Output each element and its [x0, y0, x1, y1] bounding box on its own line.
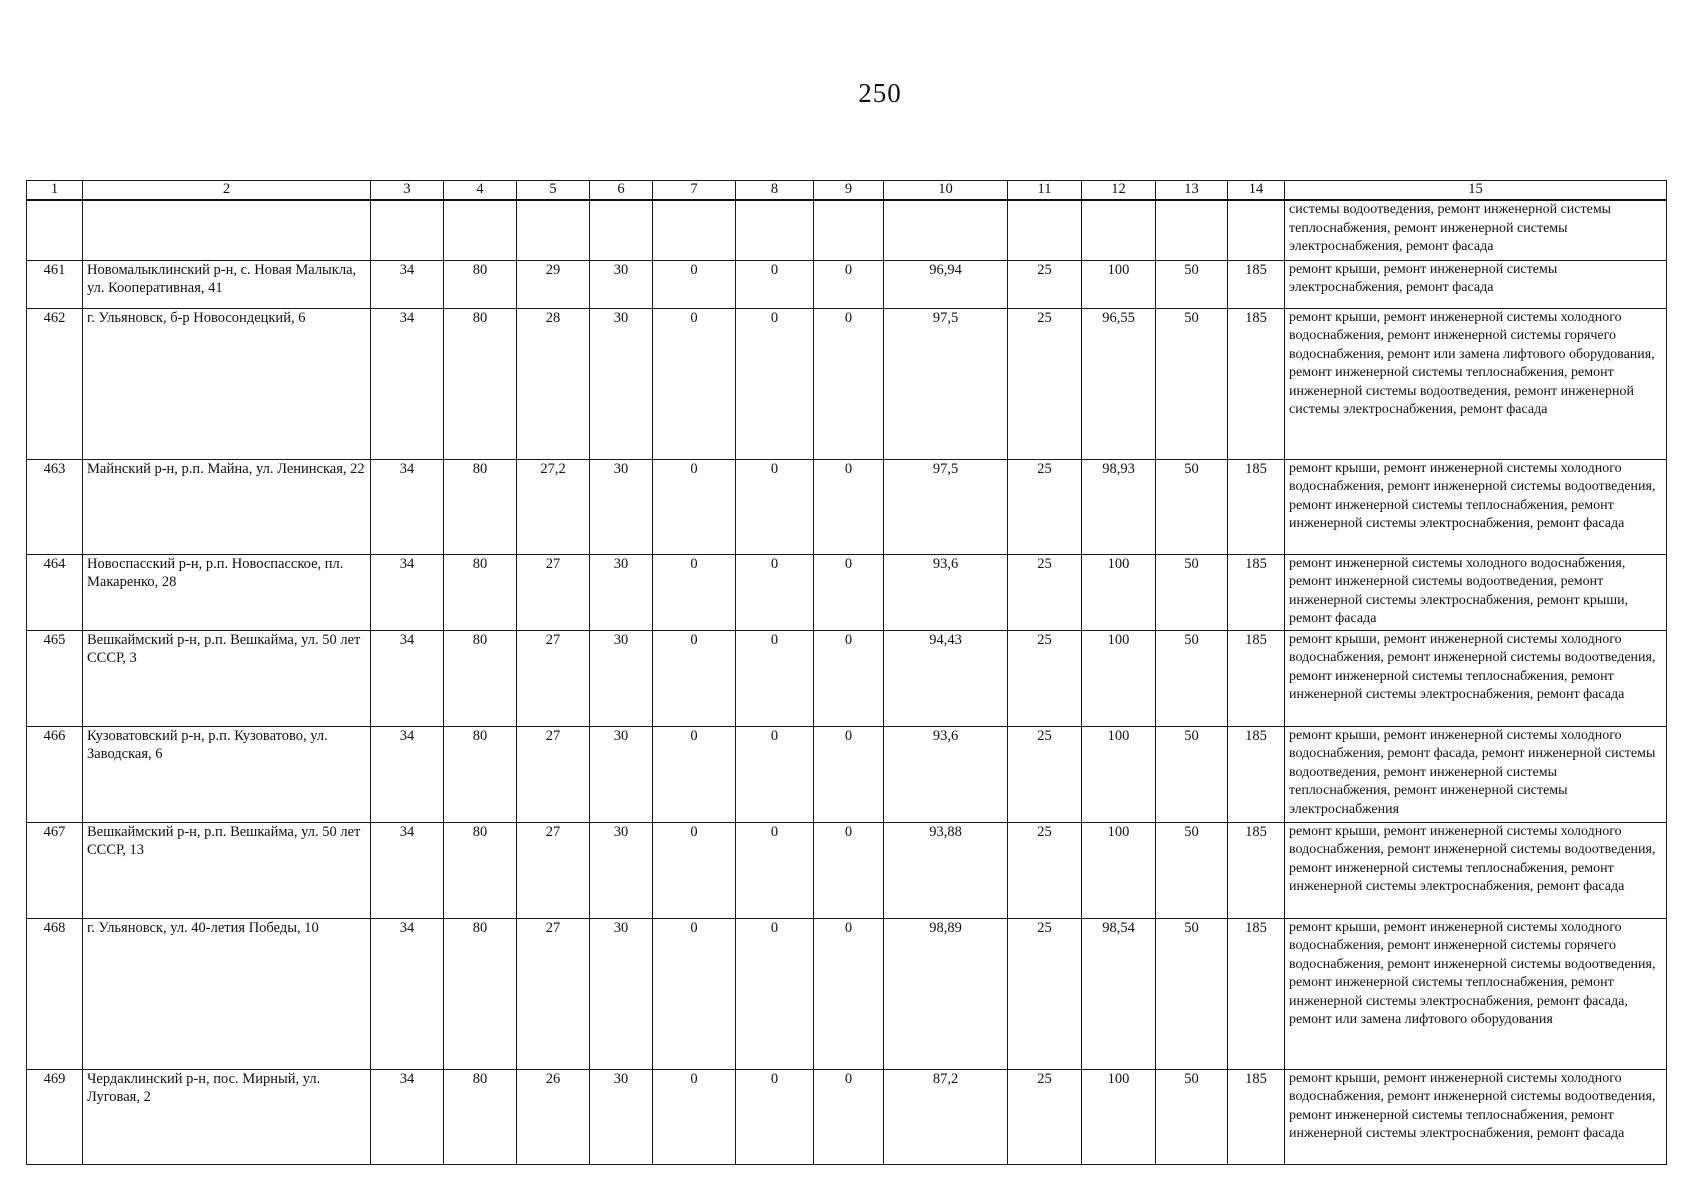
- value-cell: 96,55: [1082, 308, 1156, 459]
- value-cell: 0: [653, 260, 736, 308]
- value-cell: 27: [517, 726, 590, 822]
- value-cell: 50: [1156, 822, 1228, 918]
- row-number: 464: [27, 554, 83, 630]
- works-cell: ремонт крыши, ремонт инженерной системы холодного водоснабжения, ремонт фасада, ремонт инженерной системы водоотведения, ремонт инженерной системы теплоснабжения, ремонт инженерной системы электроснабжения: [1285, 726, 1667, 822]
- value-cell: 0: [736, 630, 814, 726]
- value-cell: 0: [814, 726, 884, 822]
- value-cell: 25: [1008, 822, 1082, 918]
- value-cell: 50: [1156, 726, 1228, 822]
- value-cell: 30: [590, 1069, 653, 1164]
- value-cell: 25: [1008, 1069, 1082, 1164]
- value-cell: 30: [590, 630, 653, 726]
- works-cell: ремонт крыши, ремонт инженерной системы холодного водоснабжения, ремонт инженерной системы водоотведения, ремонт инженерной системы теплоснабжения, ремонт инженерной системы электроснабжения, ремонт фасада: [1285, 459, 1667, 554]
- row-number: 463: [27, 459, 83, 554]
- value-cell: 30: [590, 308, 653, 459]
- column-header: 6: [590, 181, 653, 201]
- value-cell: 185: [1228, 1069, 1285, 1164]
- column-number-row: [27, 181, 1667, 201]
- value-cell: 26: [517, 1069, 590, 1164]
- row-number: 468: [27, 918, 83, 1069]
- value-cell: 98,93: [1082, 459, 1156, 554]
- works-cell: ремонт крыши, ремонт инженерной системы холодного водоснабжения, ремонт инженерной системы водоотведения, ремонт инженерной системы теплоснабжения, ремонт инженерной системы электроснабжения, ремонт фасада: [1285, 630, 1667, 726]
- column-header: 12: [1082, 181, 1156, 201]
- column-header: 3: [371, 181, 444, 201]
- value-cell: 185: [1228, 918, 1285, 1069]
- table-row: [27, 308, 1667, 459]
- works-cell: системы водоотведения, ремонт инженерной системы теплоснабжения, ремонт инженерной системы электроснабжения, ремонт фасада: [1285, 200, 1667, 260]
- table-row: [27, 822, 1667, 918]
- value-cell: 94,43: [884, 630, 1008, 726]
- table-row: [27, 918, 1667, 1069]
- value-cell: 0: [736, 554, 814, 630]
- address-cell: Майнский р-н, р.п. Майна, ул. Ленинская, 22: [83, 459, 371, 554]
- value-cell: 50: [1156, 918, 1228, 1069]
- address-cell: Вешкаймский р-н, р.п. Вешкайма, ул. 50 лет СССР, 3: [83, 630, 371, 726]
- value-cell: 30: [590, 822, 653, 918]
- works-cell: ремонт крыши, ремонт инженерной системы холодного водоснабжения, ремонт инженерной системы водоотведения, ремонт инженерной системы теплоснабжения, ремонт инженерной системы электроснабжения, ремонт фасада: [1285, 822, 1667, 918]
- value-cell: 34: [371, 630, 444, 726]
- address-cell: Чердаклинский р-н, пос. Мирный, ул. Луговая, 2: [83, 1069, 371, 1164]
- column-header: 13: [1156, 181, 1228, 201]
- address-cell: Новомалыклинский р-н, с. Новая Малыкла, ул. Кооперативная, 41: [83, 260, 371, 308]
- table-row: [27, 459, 1667, 554]
- address-cell: Новоспасский р-н, р.п. Новоспасское, пл. Макаренко, 28: [83, 554, 371, 630]
- value-cell: 100: [1082, 630, 1156, 726]
- value-cell: 25: [1008, 260, 1082, 308]
- value-cell: 0: [814, 822, 884, 918]
- address-cell: г. Ульяновск, б-р Новосондецкий, 6: [83, 308, 371, 459]
- works-cell: ремонт крыши, ремонт инженерной системы электроснабжения, ремонт фасада: [1285, 260, 1667, 308]
- works-cell: ремонт крыши, ремонт инженерной системы холодного водоснабжения, ремонт инженерной системы водоотведения, ремонт инженерной системы теплоснабжения, ремонт инженерной системы электроснабжения, ремонт фасада: [1285, 1069, 1667, 1164]
- value-cell: 30: [590, 554, 653, 630]
- address-cell: Кузоватовский р-н, р.п. Кузоватово, ул. Заводская, 6: [83, 726, 371, 822]
- row-number: 461: [27, 260, 83, 308]
- value-cell: 0: [736, 260, 814, 308]
- value-cell: 34: [371, 822, 444, 918]
- value-cell: 0: [653, 1069, 736, 1164]
- value-cell: 0: [653, 554, 736, 630]
- value-cell: 87,2: [884, 1069, 1008, 1164]
- value-cell: 30: [590, 459, 653, 554]
- value-cell: 98,89: [884, 918, 1008, 1069]
- column-header: 7: [653, 181, 736, 201]
- table-row: [27, 554, 1667, 630]
- value-cell: 93,6: [884, 726, 1008, 822]
- value-cell: 0: [653, 459, 736, 554]
- value-cell: 0: [736, 822, 814, 918]
- column-header: 4: [444, 181, 517, 201]
- column-header: 8: [736, 181, 814, 201]
- table-row-continuation: [27, 200, 1667, 260]
- value-cell: 0: [653, 822, 736, 918]
- value-cell: 0: [736, 726, 814, 822]
- value-cell: 27: [517, 918, 590, 1069]
- value-cell: 0: [814, 260, 884, 308]
- value-cell: 30: [590, 260, 653, 308]
- row-number: 467: [27, 822, 83, 918]
- value-cell: 0: [736, 918, 814, 1069]
- value-cell: 185: [1228, 308, 1285, 459]
- value-cell: 100: [1082, 554, 1156, 630]
- value-cell: 80: [444, 1069, 517, 1164]
- value-cell: 25: [1008, 726, 1082, 822]
- value-cell: 27,2: [517, 459, 590, 554]
- value-cell: 34: [371, 554, 444, 630]
- value-cell: 0: [653, 726, 736, 822]
- value-cell: 50: [1156, 1069, 1228, 1164]
- table-row: [27, 1069, 1667, 1164]
- value-cell: 185: [1228, 822, 1285, 918]
- value-cell: 25: [1008, 308, 1082, 459]
- value-cell: 100: [1082, 260, 1156, 308]
- value-cell: 25: [1008, 554, 1082, 630]
- value-cell: 80: [444, 630, 517, 726]
- value-cell: 25: [1008, 630, 1082, 726]
- value-cell: 100: [1082, 726, 1156, 822]
- value-cell: 0: [736, 1069, 814, 1164]
- works-cell: ремонт крыши, ремонт инженерной системы холодного водоснабжения, ремонт инженерной системы горячего водоснабжения, ремонт или замена лифтового оборудования, ремонт инженерной системы теплоснабжения, ремонт инженерной системы водоотведения, ремонт инженерной системы электроснабжения, ремонт фасада: [1285, 308, 1667, 459]
- address-cell: Вешкаймский р-н, р.п. Вешкайма, ул. 50 лет СССР, 13: [83, 822, 371, 918]
- value-cell: 80: [444, 726, 517, 822]
- value-cell: 100: [1082, 822, 1156, 918]
- address-cell: г. Ульяновск, ул. 40-летия Победы, 10: [83, 918, 371, 1069]
- table-row: [27, 260, 1667, 308]
- column-header: 10: [884, 181, 1008, 201]
- value-cell: 80: [444, 260, 517, 308]
- value-cell: 34: [371, 260, 444, 308]
- value-cell: 29: [517, 260, 590, 308]
- value-cell: 50: [1156, 459, 1228, 554]
- column-header: 5: [517, 181, 590, 201]
- value-cell: 185: [1228, 459, 1285, 554]
- value-cell: 185: [1228, 630, 1285, 726]
- value-cell: 0: [814, 308, 884, 459]
- value-cell: 34: [371, 1069, 444, 1164]
- value-cell: 80: [444, 822, 517, 918]
- table-row: [27, 630, 1667, 726]
- value-cell: 100: [1082, 1069, 1156, 1164]
- value-cell: 96,94: [884, 260, 1008, 308]
- value-cell: 28: [517, 308, 590, 459]
- page-number: 250: [858, 78, 902, 108]
- value-cell: 50: [1156, 308, 1228, 459]
- value-cell: 0: [653, 308, 736, 459]
- value-cell: 80: [444, 918, 517, 1069]
- value-cell: 0: [814, 459, 884, 554]
- value-cell: 0: [653, 630, 736, 726]
- value-cell: 25: [1008, 459, 1082, 554]
- value-cell: 0: [814, 630, 884, 726]
- value-cell: 0: [653, 918, 736, 1069]
- value-cell: 80: [444, 308, 517, 459]
- value-cell: 93,88: [884, 822, 1008, 918]
- column-header: 11: [1008, 181, 1082, 201]
- value-cell: 0: [736, 459, 814, 554]
- value-cell: 34: [371, 918, 444, 1069]
- column-header: 14: [1228, 181, 1285, 201]
- column-header: 2: [83, 181, 371, 201]
- value-cell: 185: [1228, 260, 1285, 308]
- column-header: 15: [1285, 181, 1667, 201]
- value-cell: 0: [814, 1069, 884, 1164]
- row-number: 469: [27, 1069, 83, 1164]
- value-cell: 27: [517, 554, 590, 630]
- value-cell: 185: [1228, 554, 1285, 630]
- value-cell: 34: [371, 308, 444, 459]
- value-cell: 34: [371, 459, 444, 554]
- value-cell: 0: [736, 308, 814, 459]
- value-cell: 0: [814, 554, 884, 630]
- value-cell: 25: [1008, 918, 1082, 1069]
- value-cell: 0: [814, 918, 884, 1069]
- value-cell: 97,5: [884, 459, 1008, 554]
- value-cell: 27: [517, 822, 590, 918]
- row-number: 462: [27, 308, 83, 459]
- value-cell: 50: [1156, 260, 1228, 308]
- value-cell: 93,6: [884, 554, 1008, 630]
- value-cell: 27: [517, 630, 590, 726]
- value-cell: 185: [1228, 726, 1285, 822]
- value-cell: 80: [444, 459, 517, 554]
- value-cell: 50: [1156, 630, 1228, 726]
- value-cell: 97,5: [884, 308, 1008, 459]
- row-number: 465: [27, 630, 83, 726]
- column-header: 1: [27, 181, 83, 201]
- works-cell: ремонт крыши, ремонт инженерной системы холодного водоснабжения, ремонт инженерной системы горячего водоснабжения, ремонт инженерной системы водоотведения, ремонт инженерной системы теплоснабжения, ремонт инженерной системы электроснабжения, ремонт фасада, ремонт или замена лифтового оборудования: [1285, 918, 1667, 1069]
- value-cell: 30: [590, 918, 653, 1069]
- table-row: [27, 726, 1667, 822]
- works-cell: ремонт инженерной системы холодного водоснабжения, ремонт инженерной системы водоотведения, ремонт инженерной системы электроснабжения, ремонт крыши, ремонт фасада: [1285, 554, 1667, 630]
- row-number: 466: [27, 726, 83, 822]
- repair-program-table: [26, 180, 1667, 1165]
- column-header: 9: [814, 181, 884, 201]
- value-cell: 98,54: [1082, 918, 1156, 1069]
- value-cell: 80: [444, 554, 517, 630]
- value-cell: 30: [590, 726, 653, 822]
- value-cell: 34: [371, 726, 444, 822]
- value-cell: 50: [1156, 554, 1228, 630]
